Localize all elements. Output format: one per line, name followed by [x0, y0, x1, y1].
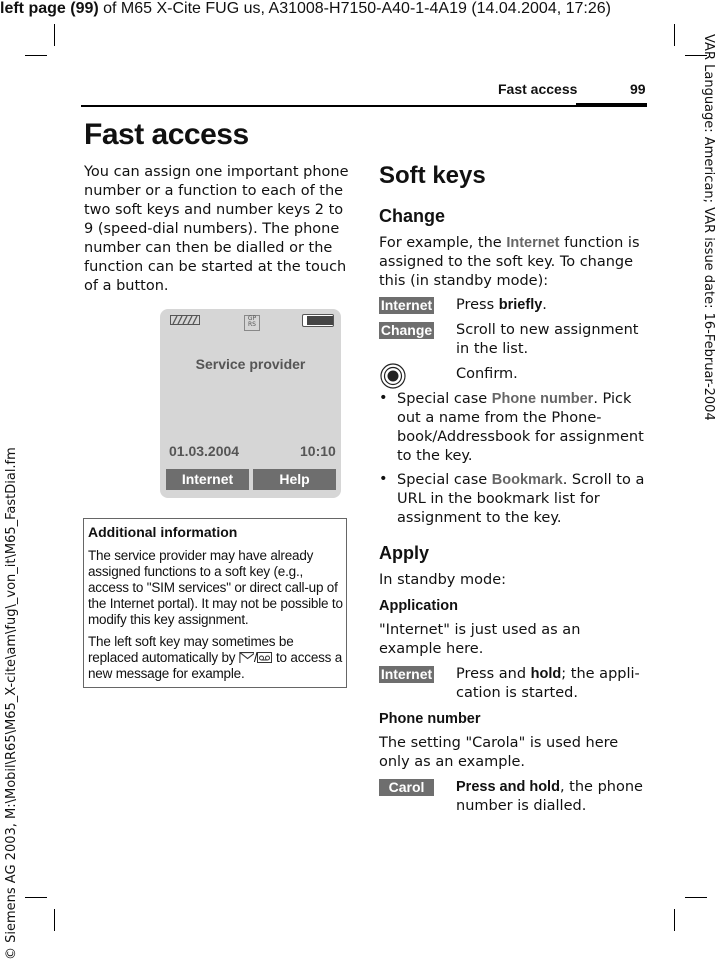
application-text: "Internet" is just used as an example here.: [379, 622, 581, 657]
crop-mark: [674, 909, 675, 931]
minor-heading: Phone number: [379, 711, 481, 727]
header-rule-thick: [576, 103, 647, 106]
signal-strength-icon: [170, 315, 200, 325]
apply-intro: In standby mode:: [379, 572, 506, 588]
side-note-left: © Siemens AG 2003, M:\Mobil\R65\M65_X-cite\am\fug\_von_it\M65_FastDial.fm: [4, 447, 19, 960]
bullet-text: Special case Phone number. Pick out a name from the Phone-book/Addressbook for assignment to the key.: [397, 391, 644, 464]
phone-date: 01.03.2004: [169, 443, 240, 459]
info-paragraph: The service provider may have already assigned functions to a soft key (e.g., access to "SIM services" or direct call-up of the Internet portal). It may not be possible to modify this key assignment.: [88, 548, 343, 627]
crop-mark: [25, 897, 47, 898]
subsection-heading: Apply: [379, 543, 430, 563]
step-text: Press briefly.: [456, 297, 547, 313]
key-internet: Internet: [380, 297, 433, 313]
bullet-text: Special case Bookmark. Scroll to a URL in the bookmark list for assignment to the key.: [397, 472, 645, 526]
page-title: Fast access: [84, 118, 249, 151]
battery-icon: [302, 314, 334, 327]
step-text: Scroll to new assignment in the list.: [456, 322, 639, 357]
step-text: Press and hold, the phone number is dialled.: [456, 779, 643, 814]
crop-mark: [54, 24, 55, 46]
crop-mark: [685, 897, 707, 898]
phone-number-text: The setting "Carola" is used here only as an example.: [379, 735, 619, 770]
step-text: Press and hold; the appli-cation is started.: [456, 666, 640, 701]
page-number: 99: [630, 81, 646, 97]
key-change: Change: [380, 322, 433, 338]
softkey-right[interactable]: Help: [253, 469, 336, 490]
additional-info-box: [83, 518, 347, 688]
subsection-heading: Change: [379, 206, 446, 226]
key-carol: Carol: [379, 779, 434, 796]
minor-heading: Application: [379, 598, 458, 614]
provider-name: Service provider: [195, 356, 306, 372]
voicemail-icon: [257, 652, 272, 663]
bullet-icon: •: [379, 471, 388, 487]
header-rule: [81, 105, 647, 107]
envelope-icon: [239, 652, 254, 663]
change-paragraph: For example, the Internet function is assigned to the soft key. To change this (in standby mode):: [379, 235, 640, 289]
step-text: Confirm.: [456, 366, 518, 382]
softkey-left[interactable]: Internet: [166, 469, 249, 490]
navigation-key-icon: [380, 363, 406, 389]
side-note-right: VAR Language: American; VAR issue date: 16-Februar-2004: [701, 34, 716, 421]
intro-paragraph: You can assign one important phone number or a function to each of the two soft keys and number keys 2 to 9 (speed-dial numbers). The phone number can then be dialled or the function can be started at the touch of a button.: [84, 164, 349, 294]
bullet-icon: •: [379, 390, 388, 406]
gprs-icon: GP RS: [244, 315, 260, 331]
info-paragraph: The left soft key may sometimes be replaced automatically by / to access a new message for example.: [88, 634, 343, 681]
crop-mark: [54, 909, 55, 931]
info-title: Additional information: [88, 524, 238, 540]
phone-display: [160, 309, 341, 498]
key-internet: Internet: [380, 666, 433, 682]
running-header: Fast access: [498, 81, 578, 97]
crop-mark: [25, 55, 47, 56]
crop-mark: [674, 24, 675, 46]
section-heading: Soft keys: [379, 162, 486, 189]
print-info-line: left page (99) of M65 X-Cite FUG us, A31008-H7150-A40-1-4A19 (14.04.2004, 17:26): [0, 0, 611, 17]
phone-time: 10:10: [300, 443, 336, 459]
